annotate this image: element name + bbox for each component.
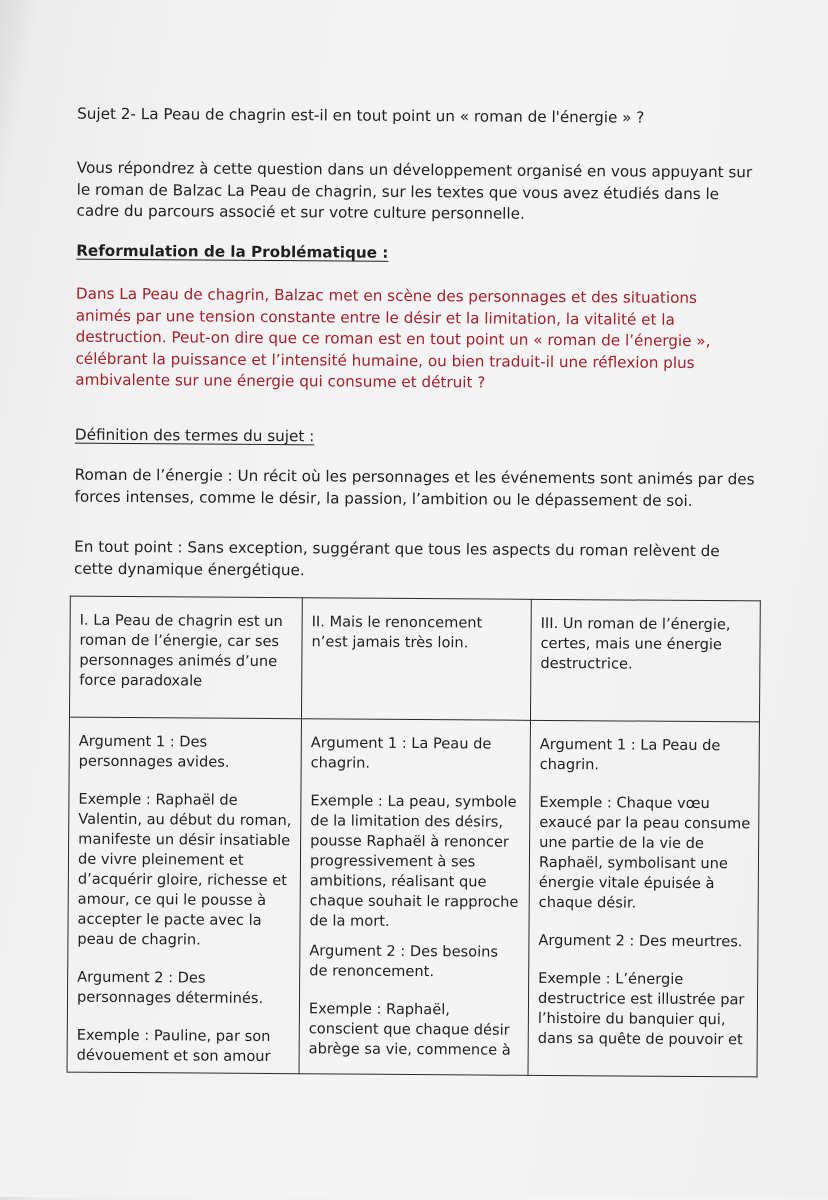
part-3-heading: III. Un roman de l’énergie, certes, mais une énergie destructrice. (530, 599, 760, 722)
part-3-argument-1: Argument 1 : La Peau de chagrin. (539, 735, 721, 774)
part-3-example-1: Exemple : Chaque vœu exaucé par la peau consume une partie de la vie de Raphaël, symbolisant une énergie vitale épuisée à chaque désir. (538, 793, 751, 912)
part-1-argument-1: Argument 1 : Des personnages avides. (78, 732, 230, 771)
definition-en-tout-point: En tout point : Sans exception, suggérant que tous les aspects du roman relèvent de cette dynamique énergétique. (73, 537, 720, 579)
plan-body-row (67, 717, 759, 1077)
part-2-heading: II. Mais le renoncement n’est jamais très loin. (301, 598, 531, 721)
part-1-argument-2: Argument 2 : Des personnages déterminés. (76, 968, 264, 1007)
part-1-content (67, 717, 301, 1074)
part-2-argument-2: Argument 2 : Des besoins de renoncement. (309, 942, 499, 981)
definition-energy-novel: Roman de l’énergie : Un récit où les personnages et les événements sont animés par des forces intenses, comme le désir, la passion, l’ambition ou le dépassement de soi. (74, 465, 755, 510)
instructions-paragraph: Vous répondrez à cette question dans un développement organisé en vous appuyant sur le roman de Balzac La Peau de chagrin, sur les textes que vous avez étudiés dans le cadre du parcours associé et sur votre culture personnelle. (76, 158, 753, 223)
part-2-argument-1: Argument 1 : La Peau de chagrin. (310, 734, 492, 772)
part-2-example-1: Exemple : La peau, symbole de la limitation des désirs, pousse Raphaël à renoncer progressivement à ses ambitions, réalisant que chaque souhait le rapproche de la mort. (309, 792, 519, 930)
reformulation-heading: Reformulation de la Problématique : (76, 241, 389, 262)
part-1-heading: I. La Peau de chagrin est un roman de l’énergie, car ses personnages animés d’une force paradoxale (69, 596, 302, 719)
definitions-heading: Définition des termes du sujet : (74, 425, 315, 446)
part-3-example-2: Exemple : L’énergie destructrice est illustrée par l’histoire du banquier qui, dans sa quête de pouvoir et (537, 969, 745, 1049)
part-1-example-1: Exemple : Raphaël de Valentin, au début du roman, manifeste un désir insatiable de vivre pleinement et d’acquérir gloire, richesse et amour, ce qui le pousse à accepter le pacte avec la peau de chagrin. (77, 790, 292, 949)
plan-table (67, 596, 761, 1078)
subject-line: Sujet 2- La Peau de chagrin est-il en tout point un « roman de l'énergie » ? (77, 104, 645, 127)
plan-header-row (69, 596, 760, 722)
part-2-example-2: Exemple : Raphaël, conscient que chaque désir abrège sa vie, commence à (308, 1000, 511, 1059)
part-2-content (299, 719, 530, 1076)
part-3-content (528, 720, 759, 1077)
part-3-argument-2: Argument 2 : Des meurtres. (538, 931, 743, 951)
problematique-paragraph: Dans La Peau de chagrin, Balzac met en scène des personnages et des situations animés par une tension constante entre le désir et la limitation, la vitalité et la destruction. Peut-on dire que ce roman est en tout point un « roman de l’énergie », célébrant la puissance et l’intensité humaine, ou bien traduit-il une réflexion plus ambivalente sur une énergie qui consume et détruit ? (75, 284, 711, 392)
part-1-example-2: Exemple : Pauline, par son dévouement et son amour (76, 1026, 271, 1066)
